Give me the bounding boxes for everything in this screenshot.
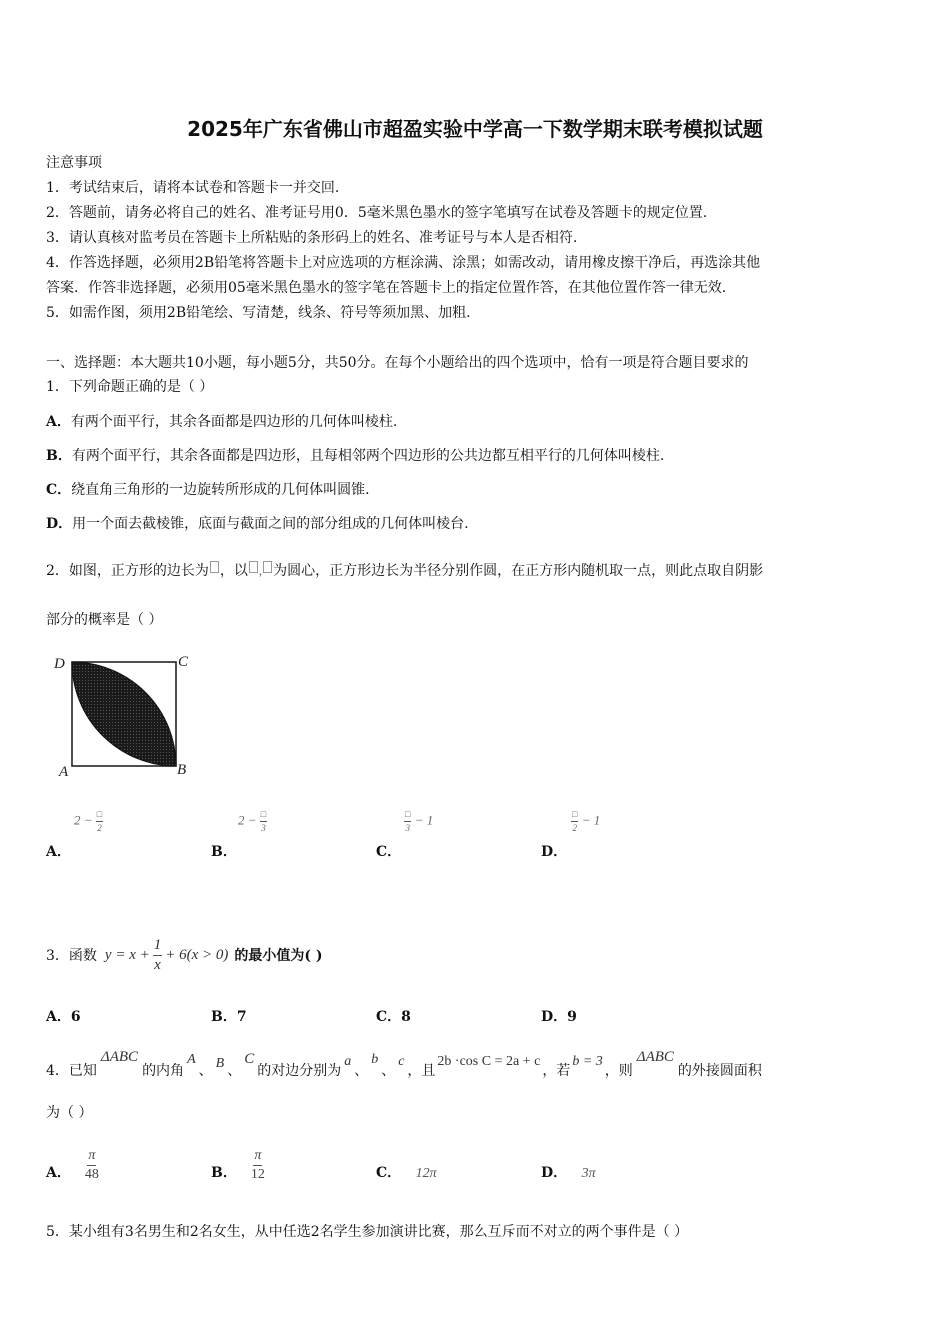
q1-stem: 1．下列命题正确的是（ ） xyxy=(46,379,214,395)
option-text: 9 xyxy=(567,1009,577,1025)
option-label: A． xyxy=(46,414,71,430)
fraction xyxy=(96,810,103,833)
vertex-label-d: D xyxy=(54,656,65,672)
option-label: C． xyxy=(376,1165,402,1181)
option-label: D． xyxy=(541,1165,568,1181)
q1-option-c xyxy=(46,479,370,499)
option-text: 8 xyxy=(401,1009,411,1025)
q4-text-2: 的内角 xyxy=(142,1063,185,1079)
option-label: C． xyxy=(46,482,72,498)
vertex-label-b: B xyxy=(177,762,187,778)
option-label: B． xyxy=(211,1009,237,1025)
angle-c: C xyxy=(244,1051,255,1067)
option-text: 绕直角三角形的一边旋转所形成的几何体叫圆锥. xyxy=(71,482,370,498)
page-title: 2025年广东省佛山市超盈实验中学高一下数学期末联考模拟试题 xyxy=(187,117,763,141)
fraction xyxy=(251,1149,265,1182)
q4-option-d xyxy=(541,1162,596,1182)
q2-option-b-label: B． xyxy=(211,844,237,860)
q2-text-3: 为圆心，正方形边长为半径分别作圆，在正方形内随机取一点，则此点取自阴影 xyxy=(273,563,764,579)
fraction-den: 12 xyxy=(250,1167,265,1182)
function-prefix: y = x + xyxy=(104,946,150,963)
angle-b: B xyxy=(215,1056,225,1071)
q2-option-d-expr xyxy=(571,810,600,833)
question-number: 2． xyxy=(46,563,69,579)
square-arc-figure xyxy=(52,650,192,780)
fraction-den: x xyxy=(154,956,161,973)
q2-text-2: ，以 xyxy=(219,563,248,579)
q4-text-6: ，则 xyxy=(604,1063,633,1079)
fraction xyxy=(404,810,411,833)
fraction-den: 3 xyxy=(261,823,266,833)
q2-option-c-label: C． xyxy=(376,844,402,860)
q2-option-a-label: A． xyxy=(46,844,71,860)
q4-text-7: 的外接圆面积 xyxy=(677,1063,762,1079)
q5-stem: 5．某小组有3名男生和2名女生，从中任选2名学生参加演讲比赛，那么互斥而不对立的两个事件是（ ） xyxy=(46,1224,689,1240)
option-label: A． xyxy=(46,1009,71,1025)
fraction-den: 2 xyxy=(572,823,577,833)
q2-option-d-label: D． xyxy=(541,844,568,860)
fraction-den: 48 xyxy=(84,1167,99,1182)
q3-option-d xyxy=(541,1006,577,1026)
fraction-num: π xyxy=(87,1149,96,1166)
option-label: D． xyxy=(541,1009,568,1025)
question-number: 3． xyxy=(46,948,69,964)
side-a: a xyxy=(344,1054,352,1069)
side-b: b xyxy=(371,1052,379,1067)
expr-suffix: − 1 xyxy=(414,812,434,828)
expr-prefix: 2 − xyxy=(74,812,93,828)
option-text: 12π xyxy=(415,1166,437,1181)
option-text: 3π xyxy=(581,1166,596,1181)
q2-option-c-expr xyxy=(404,810,433,833)
notice-item-3: 3．请认真核对监考员在答题卡上所粘贴的条形码上的姓名、准考证号与本人是否相符. xyxy=(46,230,578,246)
cosine-equation: 2b ·cos C = 2a + c xyxy=(437,1054,541,1069)
fraction-num: 1 xyxy=(153,938,163,956)
option-label: A． xyxy=(46,1165,71,1181)
separator: 、 xyxy=(354,1063,369,1079)
q4-stem-line2: 为（ ） xyxy=(46,1105,93,1121)
q3-option-b xyxy=(211,1006,247,1026)
option-label: C． xyxy=(376,1009,402,1025)
q4-option-b xyxy=(211,1138,265,1182)
side-c: c xyxy=(398,1054,405,1069)
notice-item-5: 5．如需作图，须用2B铅笔绘、写清楚，线条、符号等须加黑、加粗. xyxy=(46,305,471,321)
angle-a: A xyxy=(187,1052,196,1067)
fraction-num: □ xyxy=(571,810,578,822)
function-suffix: + 6(x > 0) xyxy=(165,946,229,963)
q4-text-1: 已知 xyxy=(68,1063,97,1079)
placeholder-symbol xyxy=(263,561,272,573)
fraction xyxy=(153,938,163,973)
q1-option-a xyxy=(46,411,397,431)
question-number: 4． xyxy=(46,1063,69,1079)
fraction xyxy=(85,1149,99,1182)
q4-text-4: ，且 xyxy=(407,1063,436,1079)
separator: 、 xyxy=(381,1063,396,1079)
option-label: D． xyxy=(46,516,73,532)
separator: 、 xyxy=(227,1063,242,1079)
expr-suffix: − 1 xyxy=(581,812,601,828)
q2-stem xyxy=(46,560,763,580)
option-text: 有两个面平行，其余各面都是四边形，且每相邻两个四边形的公共边都互相平行的几何体叫棱柱. xyxy=(71,448,665,464)
notice-item-4-cont: 答案．作答非选择题，必须用05毫米黑色墨水的签字笔在答题卡上的指定位置作答，在其他位置作答一律无效. xyxy=(46,280,727,296)
vertex-label-c: C xyxy=(178,654,189,670)
expr-prefix: 2 − xyxy=(238,812,257,828)
q3-function xyxy=(105,938,228,973)
q2-text-1: 如图，正方形的边长为 xyxy=(68,563,209,579)
fraction xyxy=(571,810,578,833)
fraction-num: π xyxy=(253,1149,262,1166)
option-text: 有两个面平行，其余各面都是四边形的几何体叫棱柱. xyxy=(70,414,398,430)
option-text: 6 xyxy=(70,1009,81,1025)
placeholder-symbol xyxy=(210,561,219,573)
q4-text-5: ，若 xyxy=(542,1063,571,1079)
section-heading: 一、选择题：本大题共10小题，每小题5分，共50分。在每个小题给出的四个选项中，恰有一项是符合题目要求的 xyxy=(46,355,749,371)
q2-stem-line2: 部分的概率是（ ） xyxy=(46,612,163,628)
q3-option-a xyxy=(46,1006,81,1026)
notice-heading: 注意事项 xyxy=(46,155,102,171)
q3-option-c xyxy=(376,1006,411,1026)
fraction-num: □ xyxy=(404,810,411,822)
q2-option-a-expr xyxy=(74,810,103,833)
q2-option-b-expr xyxy=(238,810,267,833)
option-text: 用一个面去截棱锥，底面与截面之间的部分组成的几何体叫棱台. xyxy=(72,516,469,532)
triangle-abc: ΔABC xyxy=(100,1049,139,1065)
q3-text-1: 函数 xyxy=(68,948,97,964)
q3-stem xyxy=(46,930,323,980)
q1-option-b xyxy=(46,445,664,465)
q4-option-a xyxy=(46,1138,99,1182)
fraction xyxy=(260,810,267,833)
fraction-den: 3 xyxy=(405,823,410,833)
shaded-lens xyxy=(72,662,176,766)
b-equals-3: b = 3 xyxy=(572,1054,603,1069)
option-label: B． xyxy=(46,448,72,464)
q3-text-2: 的最小值为( ) xyxy=(234,948,323,964)
q4-stem xyxy=(46,1040,762,1080)
notice-item-4: 4．作答选择题，必须用2B铅笔将答题卡上对应选项的方框涂满、涂黑；如需改动，请用橡皮擦干净后，再选涂其他 xyxy=(46,255,761,271)
vertex-label-a: A xyxy=(59,764,69,780)
notice-item-1: 1．考试结束后，请将本试卷和答题卡一并交回. xyxy=(46,180,340,196)
q2-comma: , xyxy=(258,563,263,578)
notice-item-2: 2．答题前，请务必将自己的姓名、准考证号用0．5毫米黑色墨水的签字笔填写在试卷及答题卡的规定位置. xyxy=(46,205,708,221)
q4-text-3: 的对边分别为 xyxy=(257,1063,342,1079)
q4-option-c xyxy=(376,1162,437,1182)
option-label: B． xyxy=(211,1165,237,1181)
separator: 、 xyxy=(198,1063,213,1079)
fraction-num: □ xyxy=(96,810,103,822)
placeholder-symbol xyxy=(249,561,258,573)
option-text: 7 xyxy=(236,1009,247,1025)
fraction-num: □ xyxy=(260,810,267,822)
q1-option-d xyxy=(46,513,469,533)
fraction-den: 2 xyxy=(97,823,102,833)
triangle-abc-2: ΔABC xyxy=(636,1049,674,1065)
